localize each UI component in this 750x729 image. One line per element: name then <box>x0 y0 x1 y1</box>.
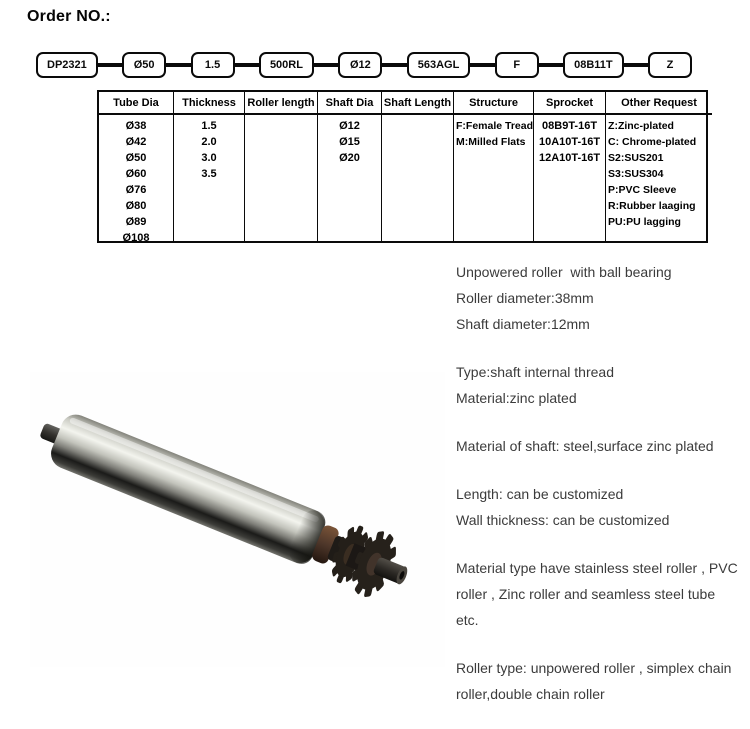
description-line: Material:zinc plated <box>456 390 577 406</box>
table-cell: 08B9T-16T <box>542 120 598 132</box>
spec-column-shaft-length <box>382 92 454 241</box>
table-cell: Z:Zinc-plated <box>608 120 674 132</box>
description-line: roller,double chain roller <box>456 686 605 702</box>
table-cell: 10A10T-16T <box>538 136 601 148</box>
column-header: Roller length <box>245 92 317 115</box>
description-line: Unpowered roller with ball bearing <box>456 264 672 280</box>
table-cell: S3:SUS304 <box>608 168 664 180</box>
order-code-segment-sprocket: 08B11T <box>563 52 624 78</box>
table-cell: P:PVC Sleeve <box>608 184 677 196</box>
column-values <box>454 115 533 150</box>
table-cell: 1.5 <box>201 120 217 132</box>
table-cell: Ø15 <box>339 136 360 148</box>
roller-tube <box>47 410 329 568</box>
column-header: Other Request <box>606 92 712 115</box>
column-header: Shaft Length <box>382 92 453 115</box>
order-code-segment-model: DP2321 <box>36 52 98 78</box>
description-paragraph <box>456 259 748 337</box>
description-paragraph <box>456 433 748 459</box>
table-cell: Ø108 <box>122 232 150 244</box>
code-connector <box>539 63 563 67</box>
table-cell: Ø50 <box>125 152 147 164</box>
column-values <box>606 115 712 230</box>
description-paragraph <box>456 481 748 533</box>
order-code-segment-structure: F <box>495 52 539 78</box>
code-connector <box>235 63 259 67</box>
code-connector <box>98 63 122 67</box>
product-photo <box>30 372 445 667</box>
description-line: Shaft diameter:12mm <box>456 316 590 332</box>
order-code-segment-other: Z <box>648 52 692 78</box>
table-cell: S2:SUS201 <box>608 152 664 164</box>
description-paragraph <box>456 655 748 707</box>
table-cell: 3.0 <box>201 152 217 164</box>
table-cell: 2.0 <box>201 136 217 148</box>
description-line: Type:shaft internal thread <box>456 364 614 380</box>
description-paragraph <box>456 555 748 633</box>
table-cell: 3.5 <box>201 168 217 180</box>
column-header: Tube Dia <box>99 92 173 115</box>
table-cell: R:Rubber laaging <box>608 200 696 212</box>
table-cell: 12A10T-16T <box>538 152 601 164</box>
table-cell: Ø89 <box>125 216 147 228</box>
description-line: Roller type: unpowered roller , simplex chain <box>456 660 732 676</box>
table-cell: Ø80 <box>125 200 147 212</box>
column-values <box>318 115 381 166</box>
table-cell: Ø60 <box>125 168 147 180</box>
spec-column-shaft-dia <box>318 92 382 241</box>
description-line: Length: can be customized <box>456 486 624 502</box>
order-code-segment-thickness: 1.5 <box>191 52 235 78</box>
column-header: Thickness <box>174 92 244 115</box>
column-header: Shaft Dia <box>318 92 381 115</box>
column-values <box>534 115 605 166</box>
spec-column-other-request <box>606 92 712 241</box>
table-cell: Ø12 <box>339 120 360 132</box>
column-header: Structure <box>454 92 533 115</box>
table-cell: F:Female Tread <box>456 120 534 132</box>
table-cell: Ø38 <box>125 120 147 132</box>
order-code-segment-roller-length: 500RL <box>259 52 314 78</box>
code-connector <box>314 63 338 67</box>
page-title: Order NO.: <box>27 8 111 25</box>
code-connector <box>470 63 494 67</box>
description-line: Material type have stainless steel roller , PVC <box>456 560 738 576</box>
code-connector <box>624 63 648 67</box>
table-cell: C: Chrome-plated <box>608 136 697 148</box>
table-cell: Ø76 <box>125 184 147 196</box>
column-values <box>382 115 453 118</box>
column-values <box>174 115 244 182</box>
spec-column-sprocket <box>534 92 606 241</box>
table-cell: Ø20 <box>339 152 360 164</box>
order-code-segment-shaft-dia: Ø12 <box>338 52 382 78</box>
description-line: Wall thickness: can be customized <box>456 512 670 528</box>
order-code-segment-shaft-length: 563AGL <box>407 52 471 78</box>
spec-column-roller-length <box>245 92 318 241</box>
table-cell: Ø42 <box>125 136 147 148</box>
description-line: Material of shaft: steel,surface zinc plated <box>456 438 714 454</box>
code-connector <box>166 63 190 67</box>
spec-column-tube-dia <box>99 92 174 244</box>
description-line: etc. <box>456 612 479 628</box>
table-cell: M:Milled Flats <box>456 136 526 148</box>
table-cell: PU:PU lagging <box>608 216 681 228</box>
description-line: roller , Zinc roller and seamless steel tube <box>456 586 716 602</box>
code-connector <box>382 63 406 67</box>
spec-table <box>97 90 708 243</box>
spec-column-thickness <box>174 92 245 241</box>
order-code-segment-tube-dia: Ø50 <box>122 52 166 78</box>
description-line: Roller diameter:38mm <box>456 290 594 306</box>
spec-column-structure <box>454 92 534 241</box>
description-paragraph <box>456 359 748 411</box>
roller-illustration <box>30 372 445 667</box>
column-values <box>99 115 173 246</box>
column-header: Sprocket <box>534 92 605 115</box>
column-values <box>245 115 317 118</box>
description-section <box>456 259 748 729</box>
order-code-row <box>36 51 692 79</box>
